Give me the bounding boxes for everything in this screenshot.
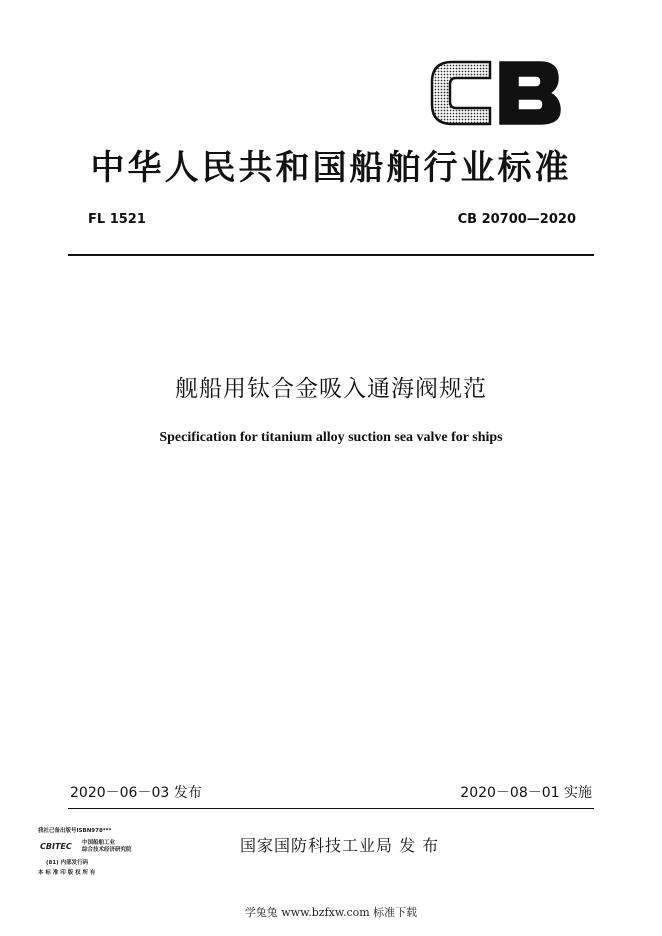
stamp-brand: CBITEC — [40, 842, 72, 851]
standard-type-title: 中华人民共和国船舶行业标准 — [90, 148, 572, 188]
stamp-line-4: (81) 内部发行码 — [46, 860, 89, 866]
issue-date: 2020－06－03 发布 — [70, 785, 202, 801]
stamp-line-5: 本 标 准 印 版 权 所 有 — [38, 870, 96, 876]
stamp-line-1: 我社已备出版号ISBN978*** — [38, 828, 112, 834]
cb-logo-icon — [428, 58, 564, 128]
issuing-authority: 国家国防科技工业局 发 布 — [240, 836, 440, 855]
stamp-line-2: 中国船舶工业 — [82, 840, 116, 846]
header-divider — [68, 254, 594, 256]
stamp-line-3: 综合技术经济研究院 — [82, 847, 132, 853]
standard-number: CB 20700—2020 — [457, 212, 576, 227]
document-title-english: Specification for titanium alloy suction sea valve for ships — [159, 430, 503, 445]
document-title-chinese: 舰船用钛合金吸入通海阀规范 — [175, 376, 487, 402]
classification-code: FL 1521 — [88, 212, 146, 227]
watermark-footer: 学兔兔 www.bzfxw.com 标准下载 — [244, 906, 418, 919]
publisher-stamp — [36, 826, 146, 880]
implementation-date: 2020－08－01 实施 — [460, 785, 592, 801]
footer-divider — [68, 808, 594, 809]
